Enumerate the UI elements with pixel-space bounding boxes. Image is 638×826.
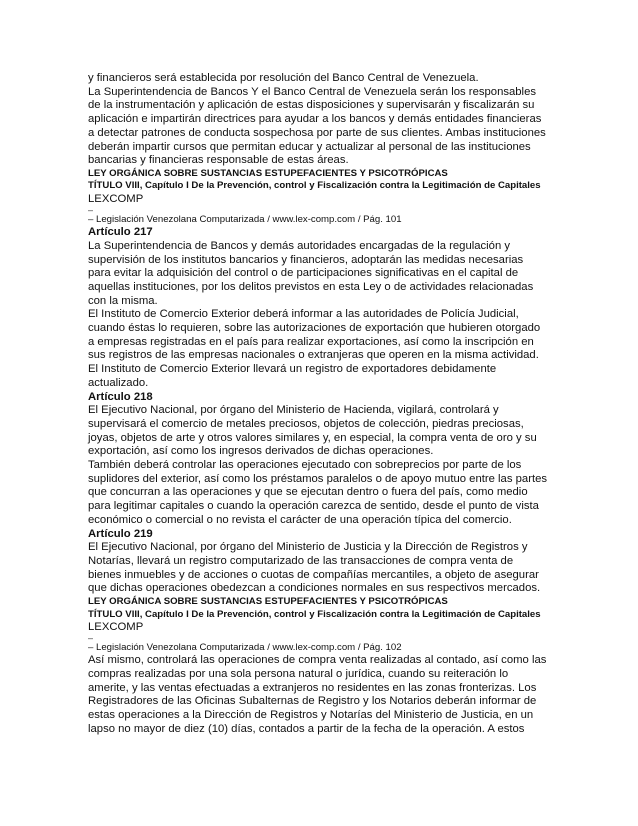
article-218-title: Artículo 218 (88, 390, 153, 403)
paragraph-intro: y financieros será establecida por resolución del Banco Central de Venezuela. (88, 72, 479, 84)
section-title: TÍTULO VIII, Capítulo I De la Prevención, control y Fiscalización contra la Legitimación de Capitales (88, 608, 541, 620)
brand-label: LEXCOMP (88, 192, 144, 205)
paragraph-superintendencia: La Superintendencia de Bancos Y el Banco Central de Venezuela serán los responsables de la instrumentación y aplicación de estas disposiciones y supervisarán y fiscalizarán su aplicación e impartirán directrices para ayudar a los bancos y demás entidades financieras a detectar patrones de conducta sospechosa por parte de sus clientes. Ambas instituciones deberán impartir cursos que permitan educar y actualizar al personal de las instituciones bancarias y financieras responsable de estas áreas. (88, 85, 546, 167)
brand-label: LEXCOMP (88, 621, 144, 634)
running-header-page-102 (88, 596, 548, 654)
article-219-title: Artículo 219 (88, 527, 153, 540)
law-title: LEY ORGÁNICA SOBRE SUSTANCIAS ESTUPEFACIENTES Y PSICOTRÓPICAS (88, 167, 448, 179)
paragraph-continuation: Así mismo, controlará las operaciones de compra venta realizadas al contado, así como las compras realizadas por una sola persona natural o jurídica, cuando su reiteración lo amerite, y las ventas efectuadas a extranjeros no residentes en las zonas fronterizas. Los Registradores de las Oficinas Subalternas de Registro y los Notarios deberán informar de estas operaciones a la Dirección de Registros y Notarías del Ministerio de Justicia, en un lapso no mayor de diez (10) días, contados a partir de la fecha de la operación. A estos (88, 654, 547, 735)
running-header-page-101 (88, 168, 548, 226)
article-219-paragraph: El Ejecutivo Nacional, por órgano del Ministerio de Justicia y la Dirección de Registros y Notarías, llevará un registro computarizado de las transacciones de compra venta de bienes inmuebles y de acciones o cuotas de compañías mercantiles, a objeto de asegurar que dichas operaciones obedezcan a condiciones normales en sus respectivos mercados. (88, 541, 541, 595)
separator-dash: – (88, 204, 94, 215)
page-footer: – Legislación Venezolana Computarizada / www.lex-comp.com / Pág. 101 (88, 213, 402, 225)
separator-dash: – (88, 632, 94, 643)
article-217-paragraph: El Instituto de Comercio Exterior llevará un registro de exportadores debidamente actualizado. (88, 363, 497, 389)
article-218-paragraph: El Ejecutivo Nacional, por órgano del Ministerio de Hacienda, vigilará, controlará y supervisará el comercio de metales preciosos, objetos de colección, piedras preciosas, joyas, objetos de arte y otros valores similares y, en especial, la compra venta de oro y su exportación, así como los ingresos derivados de dichas operaciones. (88, 404, 537, 458)
section-title: TÍTULO VIII, Capítulo I De la Prevención, control y Fiscalización contra la Legitimación de Capitales (88, 180, 541, 192)
article-217-paragraph: El Instituto de Comercio Exterior deberá informar a las autoridades de Policía Judicial, cuando éstas lo requieren, sobre las autorizaciones de exportación que hubieren otorgado a empresas registradas en el país para realizar exportaciones, así como la inscripción en sus registros de las empresas nacionales o extranjeras que operen en la misma actividad. (88, 308, 541, 362)
article-217-paragraph: La Superintendencia de Bancos y demás autoridades encargadas de la regulación y supervisión de los institutos bancarios y financieros, adoptarán las medidas necesarias para evitar la adquisición del control o de participaciones significativas en el capital de aquellas instituciones, por los delitos previstos en esta Ley o de actividades relacionadas con la misma. (88, 239, 534, 307)
article-218-paragraph: También deberá controlar las operaciones ejecutado con sobreprecios por parte de los suplidores del exterior, así como los préstamos paralelos o de apoyo mutuo entre las partes que concurran a las operaciones y que se ejecutan dentro o fuera del país, como medio para legitimar capitales o cuando la operación carezca de sentido, desde el punto de vista económico o comercial o no revista el carácter de una operación típica del comercio. (88, 459, 548, 526)
document-page (88, 72, 548, 737)
law-title: LEY ORGÁNICA SOBRE SUSTANCIAS ESTUPEFACIENTES Y PSICOTRÓPICAS (88, 596, 448, 608)
article-217-title: Artículo 217 (88, 226, 153, 239)
page-footer: – Legislación Venezolana Computarizada / www.lex-comp.com / Pág. 102 (88, 641, 402, 653)
